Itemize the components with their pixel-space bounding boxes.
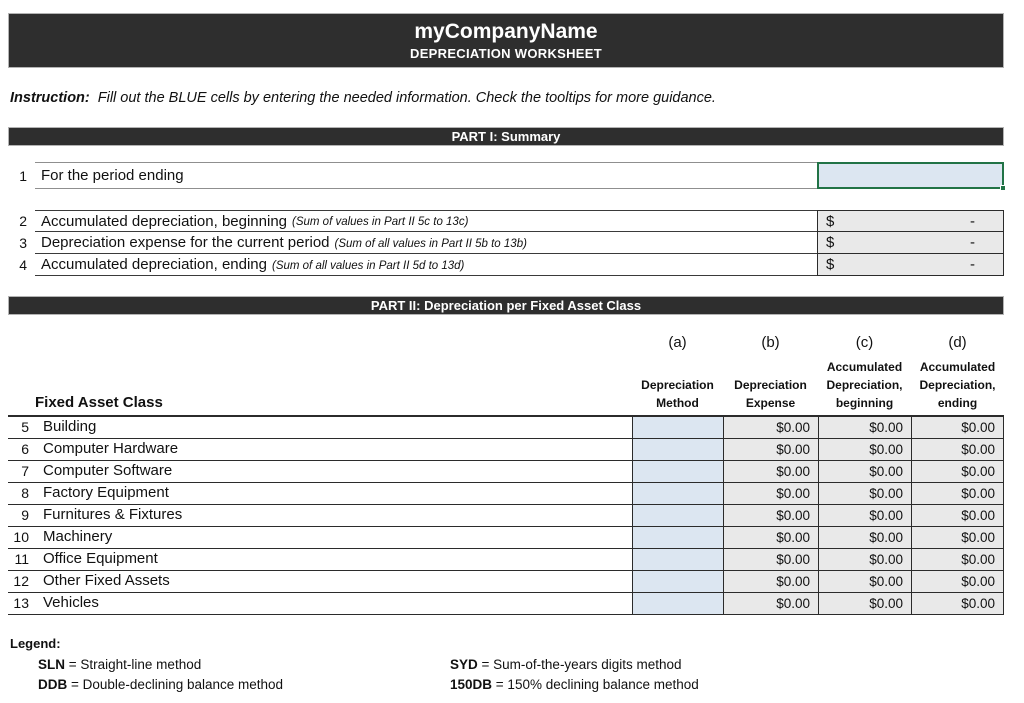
depreciation-method-input-cell[interactable] xyxy=(632,439,723,460)
row-number: 1 xyxy=(19,167,27,184)
row-number: 7 xyxy=(21,463,29,479)
asset-class-label: Machinery xyxy=(43,528,113,545)
part1-summary-rows xyxy=(8,210,1004,276)
worksheet-banner xyxy=(8,13,1004,68)
table-row-vehicles xyxy=(8,593,1004,615)
legend-title: Legend: xyxy=(10,636,61,651)
row-number: 3 xyxy=(19,235,27,251)
row-number: 9 xyxy=(21,507,29,523)
table-row-other-fixed-assets xyxy=(8,571,1004,593)
depreciation-expense-cell: $0.00 xyxy=(723,439,818,460)
table-row-machinery xyxy=(8,527,1004,549)
asset-class-label: Office Equipment xyxy=(43,550,158,567)
accum-depr-beginning-cell: $0.00 xyxy=(818,417,911,438)
depreciation-expense-cell: $0.00 xyxy=(723,483,818,504)
row-number: 4 xyxy=(19,257,27,273)
table-row-building xyxy=(8,417,1004,439)
row-number: 8 xyxy=(21,485,29,501)
accum-depr-beginning-cell: $0.00 xyxy=(818,483,911,504)
currency-symbol: $ xyxy=(826,212,835,230)
legend-item-syd: SYD = Sum-of-the-years digits method xyxy=(450,657,682,672)
depreciation-method-input-cell[interactable] xyxy=(632,505,723,526)
row-accum-depr-beginning xyxy=(8,210,1004,232)
amount: - xyxy=(970,256,975,273)
selection-fill-handle[interactable] xyxy=(1000,185,1006,191)
accum-depr-beginning-cell: $0.00 xyxy=(818,505,911,526)
accum-depr-ending-cell: $0.00 xyxy=(911,461,1004,482)
currency-symbol: $ xyxy=(826,234,835,251)
accum-depr-beginning-value-cell xyxy=(817,210,1004,232)
company-name: myCompanyName xyxy=(414,20,598,43)
col-header-accum-depr-ending: (d) Accumulated Depreciation, ending xyxy=(911,334,1004,415)
table-row-furnitures-fixtures xyxy=(8,505,1004,527)
currency-symbol: $ xyxy=(826,256,835,273)
accum-depr-ending-cell: $0.00 xyxy=(911,417,1004,438)
accum-depr-ending-cell: $0.00 xyxy=(911,439,1004,460)
depreciation-expense-cell: $0.00 xyxy=(723,549,818,570)
legend xyxy=(10,636,699,697)
legend-item-sln: SLN = Straight-line method xyxy=(38,657,202,672)
period-ending-input-cell[interactable] xyxy=(817,162,1004,189)
col-header-depreciation-expense: (b) Depreciation Expense xyxy=(723,334,818,415)
col-letter-b: (b) xyxy=(761,334,780,351)
col-header-accum-depr-beginning: (c) Accumulated Depreciation, beginning xyxy=(818,334,911,415)
part2-column-headers xyxy=(8,334,1004,415)
col-header-depreciation-method: (a) Depreciation Method xyxy=(632,334,723,415)
depreciation-method-input-cell[interactable] xyxy=(632,417,723,438)
depreciation-method-input-cell[interactable] xyxy=(632,483,723,504)
accum-depr-beginning-cell: $0.00 xyxy=(818,593,911,614)
formula-note: (Sum of all values in Part II 5d to 13d) xyxy=(271,259,465,272)
depreciation-expense-cell: $0.00 xyxy=(723,505,818,526)
accum-depr-beginning-cell: $0.00 xyxy=(818,571,911,592)
instruction-label: Instruction: xyxy=(10,90,90,106)
accum-depr-ending-cell: $0.00 xyxy=(911,527,1004,548)
accum-depr-beginning-cell: $0.00 xyxy=(818,527,911,548)
instruction-line xyxy=(10,90,716,106)
table-row-computer-hardware xyxy=(8,439,1004,461)
row-number: 10 xyxy=(13,529,29,545)
depreciation-method-input-cell[interactable] xyxy=(632,549,723,570)
col-letter-c: (c) xyxy=(855,334,874,351)
asset-class-label: Building xyxy=(43,418,97,435)
part2-header-bar: PART II: Depreciation per Fixed Asset Class xyxy=(8,296,1004,315)
formula-note: (Sum of all values in Part II 5b to 13b) xyxy=(334,237,527,250)
fixed-asset-class-header: Fixed Asset Class xyxy=(35,394,163,411)
accum-depr-ending-cell: $0.00 xyxy=(911,549,1004,570)
instruction-text: Fill out the BLUE cells by entering the needed information. Check the tooltips for more guidance. xyxy=(97,90,716,106)
depreciation-method-input-cell[interactable] xyxy=(632,571,723,592)
depreciation-expense-cell: $0.00 xyxy=(723,593,818,614)
depreciation-expense-cell: $0.00 xyxy=(723,417,818,438)
depreciation-method-input-cell[interactable] xyxy=(632,527,723,548)
row-period-ending xyxy=(8,162,1004,189)
accum-depr-ending-cell: $0.00 xyxy=(911,505,1004,526)
legend-item-150db: 150DB = 150% declining balance method xyxy=(450,677,699,692)
accum-depr-beginning-cell: $0.00 xyxy=(818,549,911,570)
row-number: 12 xyxy=(13,573,29,589)
accum-depr-ending-label: Accumulated depreciation, ending (Sum of all values in Part II 5d to 13d) xyxy=(35,254,817,276)
accum-depr-beginning-cell: $0.00 xyxy=(818,461,911,482)
fixed-asset-table xyxy=(8,415,1004,615)
asset-class-label: Computer Software xyxy=(43,462,173,479)
depreciation-expense-cell: $0.00 xyxy=(723,527,818,548)
accum-depr-beginning-cell: $0.00 xyxy=(818,439,911,460)
col-letter-d: (d) xyxy=(948,334,967,351)
depr-expense-current-label: Depreciation expense for the current period (Sum of all values in Part II 5b to 13b) xyxy=(35,232,817,254)
legend-grid xyxy=(38,657,699,697)
accum-depr-beginning-label: Accumulated depreciation, beginning (Sum of values in Part II 5c to 13c) xyxy=(35,210,817,232)
row-accum-depr-ending xyxy=(8,254,1004,276)
accum-depr-ending-value-cell xyxy=(817,253,1004,276)
table-row-factory-equipment xyxy=(8,483,1004,505)
accum-depr-ending-cell: $0.00 xyxy=(911,483,1004,504)
row-depr-expense-current xyxy=(8,232,1004,254)
depreciation-method-input-cell[interactable] xyxy=(632,593,723,614)
asset-class-label: Computer Hardware xyxy=(43,440,179,457)
row-number: 13 xyxy=(13,595,29,611)
depreciation-expense-cell: $0.00 xyxy=(723,461,818,482)
amount: - xyxy=(970,234,975,251)
part1-header-bar: PART I: Summary xyxy=(8,127,1004,146)
table-row-office-equipment xyxy=(8,549,1004,571)
asset-class-label: Factory Equipment xyxy=(43,484,169,501)
row-number: 11 xyxy=(14,551,29,567)
asset-class-label: Vehicles xyxy=(43,594,99,611)
table-row-computer-software xyxy=(8,461,1004,483)
legend-item-ddb: DDB = Double-declining balance method xyxy=(38,677,284,692)
depreciation-expense-cell: $0.00 xyxy=(723,571,818,592)
row-number: 6 xyxy=(21,441,29,457)
row-number: 2 xyxy=(19,213,27,229)
period-ending-label: For the period ending xyxy=(35,162,817,189)
accum-depr-ending-cell: $0.00 xyxy=(911,571,1004,592)
col-letter-a: (a) xyxy=(668,334,687,351)
depreciation-method-input-cell[interactable] xyxy=(632,461,723,482)
worksheet-title: DEPRECIATION WORKSHEET xyxy=(410,46,602,61)
formula-note: (Sum of values in Part II 5c to 13c) xyxy=(292,216,469,228)
amount: - xyxy=(970,212,975,230)
accum-depr-ending-cell: $0.00 xyxy=(911,593,1004,614)
row-number: 5 xyxy=(21,419,29,435)
asset-class-label: Other Fixed Assets xyxy=(43,572,170,589)
asset-class-label: Furnitures & Fixtures xyxy=(43,506,183,523)
depr-expense-current-value-cell xyxy=(817,231,1004,254)
